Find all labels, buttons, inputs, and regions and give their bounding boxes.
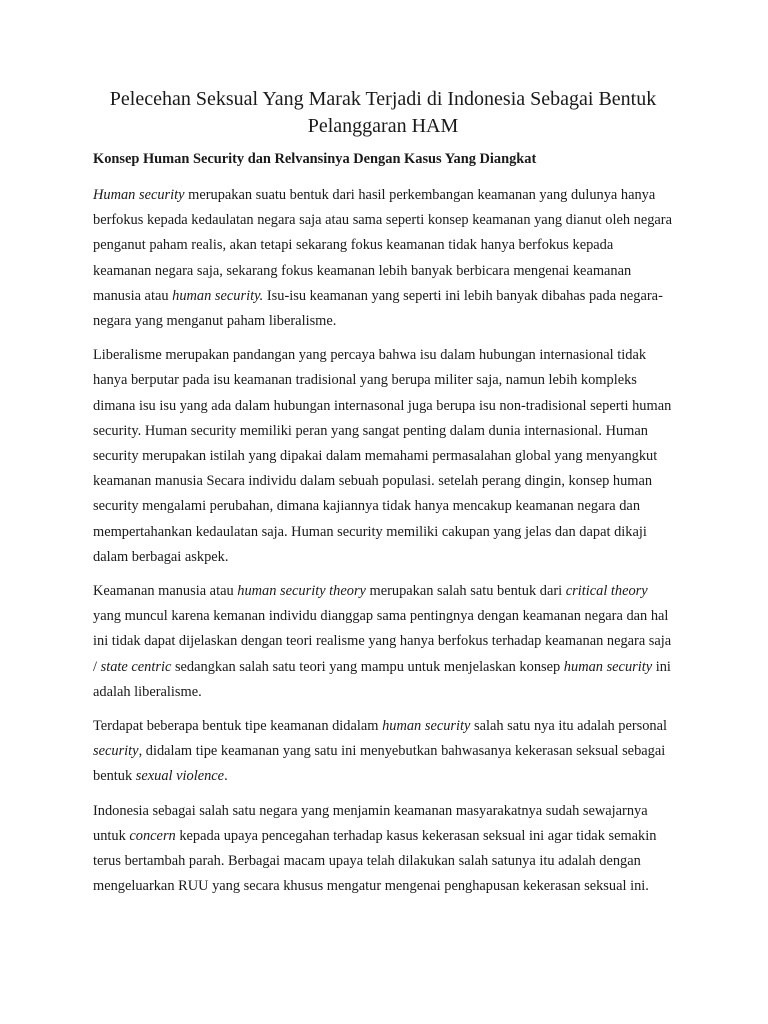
text-run: Liberalisme merupakan pandangan yang percaya bahwa isu dalam hubungan internasional tidak hanya berputar pada isu keamanan tradisional yang berupa militer saja, namun lebih kompleks dimana isu isu yang ada dalam hubungan internasonal juga berupa isu non-tradisional seperti human security. Human security memiliki peran yang sangat penting dalam dunia internasional. Human security merupakan istilah yang dipakai dalam memahami permasalahan global yang menyangkut keamanan manusia Secara individu dalam sebuah populasi. setelah perang dingin, konsep human security mengalami perubahan, dimana kajiannya tidak hanya mencakup keamanan negara dan mempertahankan kedaulatan saja. Human security memiliki cakupan yang jelas dan dapat dikaji dalam berbagai askpek. <box>93 347 672 565</box>
text-run: sedangkan salah satu teori yang mampu untuk menjelaskan konsep <box>171 658 564 675</box>
section-heading: Konsep Human Security dan Relvansinya Dengan Kasus Yang Diangkat <box>93 151 537 167</box>
document-body <box>93 183 675 899</box>
italic-run: sexual violence <box>135 768 225 785</box>
italic-run: human security <box>382 718 471 735</box>
text-run: yang muncul karena kemanan individu dianggap sama pentingnya dengan keamanan negara dan hal ini tidak dapat dijelaskan dengan teori realisme yang hanya berfokus terhadap keamanan negara saja / <box>93 608 672 675</box>
italic-run: human security <box>563 658 653 675</box>
text-run: ini adalah liberalisme. <box>93 658 671 700</box>
body-paragraph <box>93 343 675 570</box>
italic-run: Human security <box>93 187 185 203</box>
text-run: merupakan salah satu bentuk dari <box>365 583 566 600</box>
body-paragraph <box>93 714 675 790</box>
italic-run: human security theory <box>237 583 366 600</box>
document-title: Pelecehan Seksual Yang Marak Terjadi di Indonesia Sebagai Bentuk Pelanggaran HAM <box>109 88 657 137</box>
text-run: merupakan suatu bentuk dari hasil perkembangan keamanan yang dulunya hanya berfokus kepada kedaulatan negara saja atau sama seperti konsep keamanan yang dianut oleh negara penganut paham realis, akan tetapi sekarang fokus keamanan tidak hanya berfokus kepada keamanan negara saja, sekarang fokus keamanan lebih banyak berbicara mengenai keamanan manusia atau <box>93 187 672 304</box>
text-run: salah satu nya itu adalah personal <box>470 718 668 735</box>
italic-run: human security. <box>172 287 264 304</box>
text-run: , didalam tipe keamanan yang satu ini menyebutkan bahwasanya kekerasan seksual sebagai bentuk <box>93 743 666 785</box>
text-run: . <box>224 768 228 785</box>
italic-run: state centric <box>100 658 172 675</box>
text-run: Keamanan manusia atau <box>93 583 238 600</box>
body-paragraph <box>93 183 675 334</box>
body-paragraph <box>93 799 675 900</box>
document-page <box>93 86 675 908</box>
italic-run: concern <box>129 827 176 844</box>
body-paragraph <box>93 579 675 705</box>
italic-run: security <box>93 743 139 760</box>
italic-run: critical theory <box>565 583 648 600</box>
text-run: Isu-isu keamanan yang seperti ini lebih banyak dibahas pada negara-negara yang menganut paham liberalisme. <box>93 287 663 330</box>
text-run: kepada upaya pencegahan terhadap kasus kekerasan seksual ini agar tidak semakin terus bertambah parah. Berbagai macam upaya telah dilakukan salah satunya itu adalah dengan mengeluarkan RUU yang secara khusus mengatur mengenai penghapusan kekerasan seksual ini. <box>93 827 657 895</box>
text-run: Indonesia sebagai salah satu negara yang menjamin keamanan masyarakatnya sudah sewajarnya untuk <box>93 802 648 844</box>
text-run: Terdapat beberapa bentuk tipe keamanan didalam <box>93 718 383 735</box>
